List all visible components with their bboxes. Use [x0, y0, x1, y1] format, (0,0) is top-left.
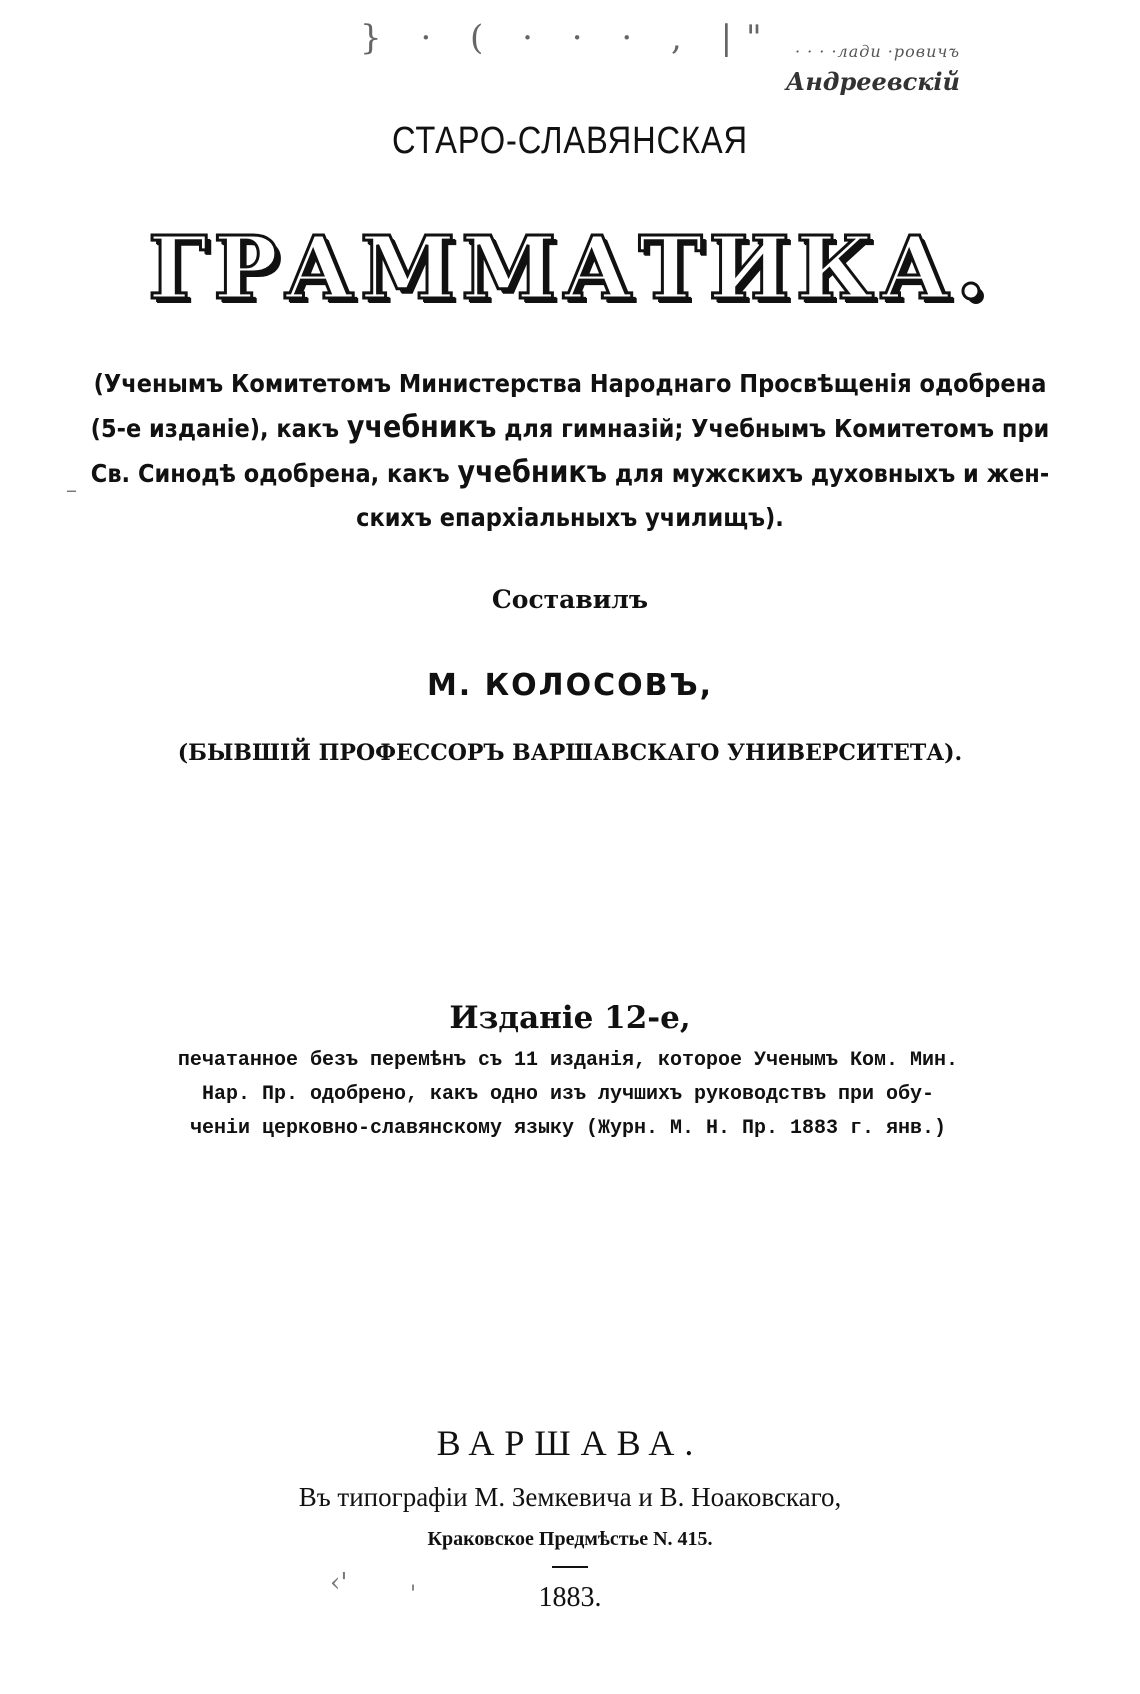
author-name: М. КОЛОСОВЪ, [426, 668, 714, 703]
approval-line-3 [57, 451, 1083, 496]
imprint-press: Въ типографіи М. Земкевича и В. Ноаковскаго, [298, 1482, 842, 1512]
stray-mark: ' [410, 1582, 417, 1607]
approval-line-3-emphasis: учебникъ [457, 455, 608, 490]
owner-signature [786, 42, 960, 96]
edition-note-line-2: Нар. Пр. одобрено, какъ одно изъ лучшихъ руководствъ при обу- [201, 1083, 935, 1106]
edition-note [128, 1044, 1008, 1146]
owner-signature-line2: Андреевскій [785, 67, 960, 96]
imprint-year: 1883. [538, 1582, 602, 1613]
imprint-city: ВАРШАВА. [436, 1423, 704, 1463]
stray-mark: ‹' [330, 1568, 348, 1598]
approval-line-2-part-c: для гимназій; Учебнымъ Комитетомъ при [496, 414, 1050, 443]
approval-note [0, 362, 1140, 540]
edition-note-line-1: печатанное безъ перемѣнъ съ 11 изданія, которое Ученымъ Ком. Мин. [177, 1049, 959, 1072]
stray-mark: – [66, 478, 77, 503]
edition-heading: Изданіе 12-е, [449, 1000, 691, 1036]
edition-note-line-3: ченіи церковно-славянскому языку (Журн. М. Н. Пр. 1883 г. янв.) [189, 1117, 947, 1140]
author-title: (БЫВШІЙ ПРОФЕССОРЪ ВАРШАВСКАГО УНИВЕРСИТЕТА). [177, 740, 963, 766]
approval-line-2 [57, 406, 1083, 451]
book-title: ГРАММАТИКА. [148, 218, 992, 319]
approval-line-3-part-c: для мужскихъ духовныхъ и жен- [607, 459, 1050, 488]
approval-line-3-part-a: Св. Синодѣ одобрена, какъ [90, 459, 458, 488]
book-subtitle: СТАРО-СЛАВЯНСКАЯ [391, 120, 749, 162]
approval-line-4: скихъ епархіальныхъ училищъ). [356, 503, 784, 532]
approval-line-2-emphasis: учебникъ [346, 410, 497, 445]
owner-signature-line1: · · · ·лади ·ровичъ [794, 42, 960, 61]
imprint-divider [552, 1566, 588, 1568]
approval-line-2-part-a: (5-е изданіе), какъ [90, 414, 347, 443]
imprint-address: Краковское Предмѣстье N. 415. [427, 1528, 713, 1550]
compiled-by-label: Составилъ [491, 585, 649, 614]
handwritten-scribble: } · ( · · · , |" [360, 18, 776, 58]
approval-line-1: (Ученымъ Комитетомъ Министерства Народнаго Просвѣщенія одобрена [93, 369, 1047, 398]
